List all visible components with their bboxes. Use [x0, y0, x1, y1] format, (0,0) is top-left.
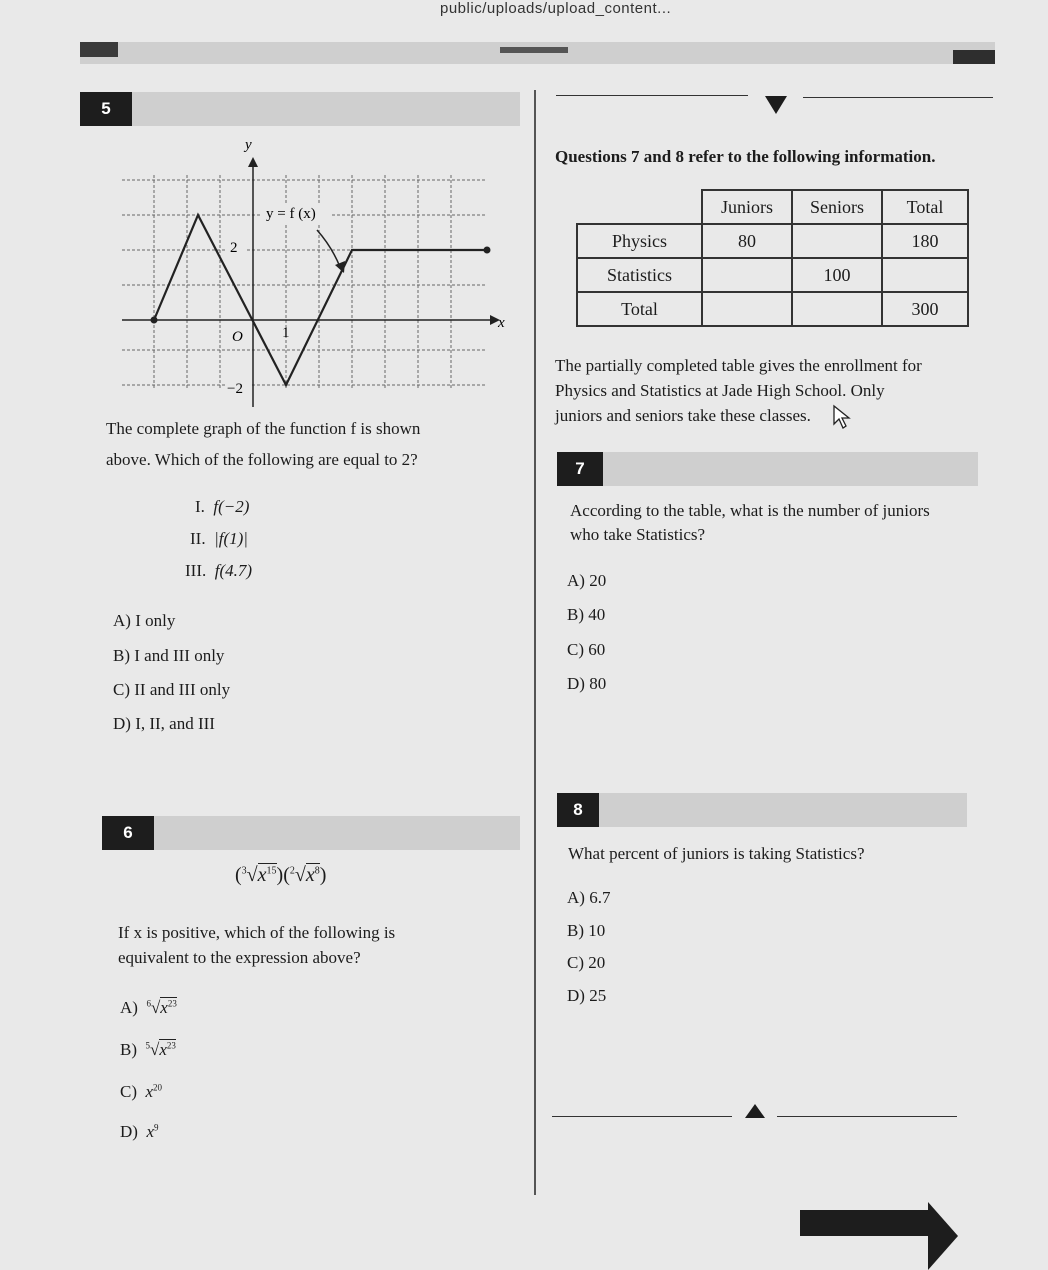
curve-start-point [151, 317, 158, 324]
table-cell [792, 292, 882, 326]
q5-number: 5 [80, 92, 132, 126]
q6-stem-line2: equivalent to the expression above? [118, 948, 361, 967]
q6-stem-line1: If x is positive, which of the following is [118, 923, 396, 942]
info-para-line1: The partially completed table gives the enrollment for [555, 356, 922, 375]
end-rule-right [777, 1116, 957, 1117]
down-marker-icon [763, 94, 789, 116]
table-row [577, 292, 968, 326]
table-row [577, 258, 968, 292]
mouse-pointer-icon [832, 404, 852, 430]
q8-choice-b[interactable]: B) 10 [567, 921, 606, 940]
q5-choice-b[interactable]: B) I and III only [113, 646, 225, 665]
f-curve [154, 215, 487, 385]
curve-end-point [484, 247, 491, 254]
q8-choice-a[interactable]: A) 6.7 [567, 888, 611, 907]
info-rule-left [556, 95, 748, 96]
table-cell [702, 258, 792, 292]
x-axis-label: x [498, 315, 505, 331]
q7-choice-a[interactable]: A) 20 [567, 571, 607, 590]
q5-stem-line1: The complete graph of the function f is shown [106, 419, 421, 438]
q7-header [557, 452, 978, 486]
table-cell [577, 190, 702, 224]
function-label: y = f (x) [266, 206, 316, 222]
q7-choice-b[interactable]: B) 40 [567, 605, 606, 624]
q6-choice-d[interactable]: D) $x^9$ [120, 1122, 159, 1141]
y-axis-arrow [248, 157, 258, 167]
q5-graph [112, 135, 527, 410]
table-cell: Statistics [577, 258, 702, 292]
q7-stem-line2: who take Statistics? [570, 525, 706, 544]
q5-header [80, 92, 520, 126]
table-cell: Physics [577, 224, 702, 258]
q6-choice-b[interactable]: B) $^5√x^{23}$ [120, 1040, 176, 1059]
q5-choice-c[interactable]: C) II and III only [113, 680, 231, 699]
q8-stem: What percent of juniors is taking Statistics? [568, 844, 865, 863]
column-divider [534, 90, 536, 1195]
q6-choice-a[interactable]: A) $^6√x^{23}$ [120, 998, 177, 1017]
label-pointer-head [335, 261, 345, 273]
q6-number: 6 [102, 816, 154, 850]
q8-header [557, 793, 967, 827]
top-toolbar [80, 42, 995, 64]
toolbar-center-handle[interactable] [500, 47, 568, 53]
q5-item-3: III. f(4.7) [185, 561, 253, 580]
x-tick-1: 1 [282, 325, 290, 341]
q8-number: 8 [557, 793, 599, 827]
info-para-line2: Physics and Statistics at Jade High School. Only [555, 381, 885, 400]
origin-label: O [232, 329, 243, 345]
info-heading: Questions 7 and 8 refer to the following information. [555, 147, 936, 166]
q7-choice-c[interactable]: C) 60 [567, 640, 606, 659]
q6-header [102, 816, 520, 850]
y-axis-label: y [245, 137, 252, 153]
info-para-line3: juniors and seniors take these classes. [555, 406, 811, 425]
q5-choice-a[interactable]: A) I only [113, 611, 176, 630]
browser-url: public/uploads/upload_content... [440, 0, 672, 17]
table-header-juniors: Juniors [702, 190, 792, 224]
y-tick-2: 2 [230, 240, 238, 256]
continue-arrow-icon[interactable] [928, 1202, 958, 1270]
table-cell: 180 [882, 224, 968, 258]
table-cell [882, 258, 968, 292]
table-row [577, 224, 968, 258]
q5-item-2: II. |f(1)| [190, 529, 248, 548]
info-rule-right [803, 97, 993, 98]
toolbar-left-block[interactable] [80, 42, 118, 57]
q8-choice-d[interactable]: D) 25 [567, 986, 607, 1005]
toolbar-right-block[interactable] [953, 50, 995, 64]
table-cell: 100 [792, 258, 882, 292]
enrollment-table [576, 189, 969, 327]
table-cell [702, 292, 792, 326]
q6-expression: $(^3√x^{15})(^2√x^8)$ [235, 864, 327, 886]
table-cell: Total [577, 292, 702, 326]
table-cell: 300 [882, 292, 968, 326]
q7-number: 7 [557, 452, 603, 486]
continue-button[interactable] [800, 1210, 930, 1236]
table-header-seniors: Seniors [792, 190, 882, 224]
q6-choice-c[interactable]: C) $x^{20}$ [120, 1082, 163, 1101]
q7-choice-d[interactable]: D) 80 [567, 674, 607, 693]
q5-choice-d[interactable]: D) I, II, and III [113, 714, 215, 733]
q5-stem-line2: above. Which of the following are equal to 2? [106, 450, 418, 469]
q8-choice-c[interactable]: C) 20 [567, 953, 606, 972]
label-pointer [317, 230, 340, 267]
table-row [577, 190, 968, 224]
table-cell [792, 224, 882, 258]
up-marker-icon [743, 1102, 767, 1120]
table-cell: 80 [702, 224, 792, 258]
table-header-total: Total [882, 190, 968, 224]
end-rule-left [552, 1116, 732, 1117]
q5-item-1: I. f(−2) [195, 497, 250, 516]
q7-stem-line1: According to the table, what is the number of juniors [570, 501, 930, 520]
y-tick-neg2: −2 [227, 381, 243, 397]
